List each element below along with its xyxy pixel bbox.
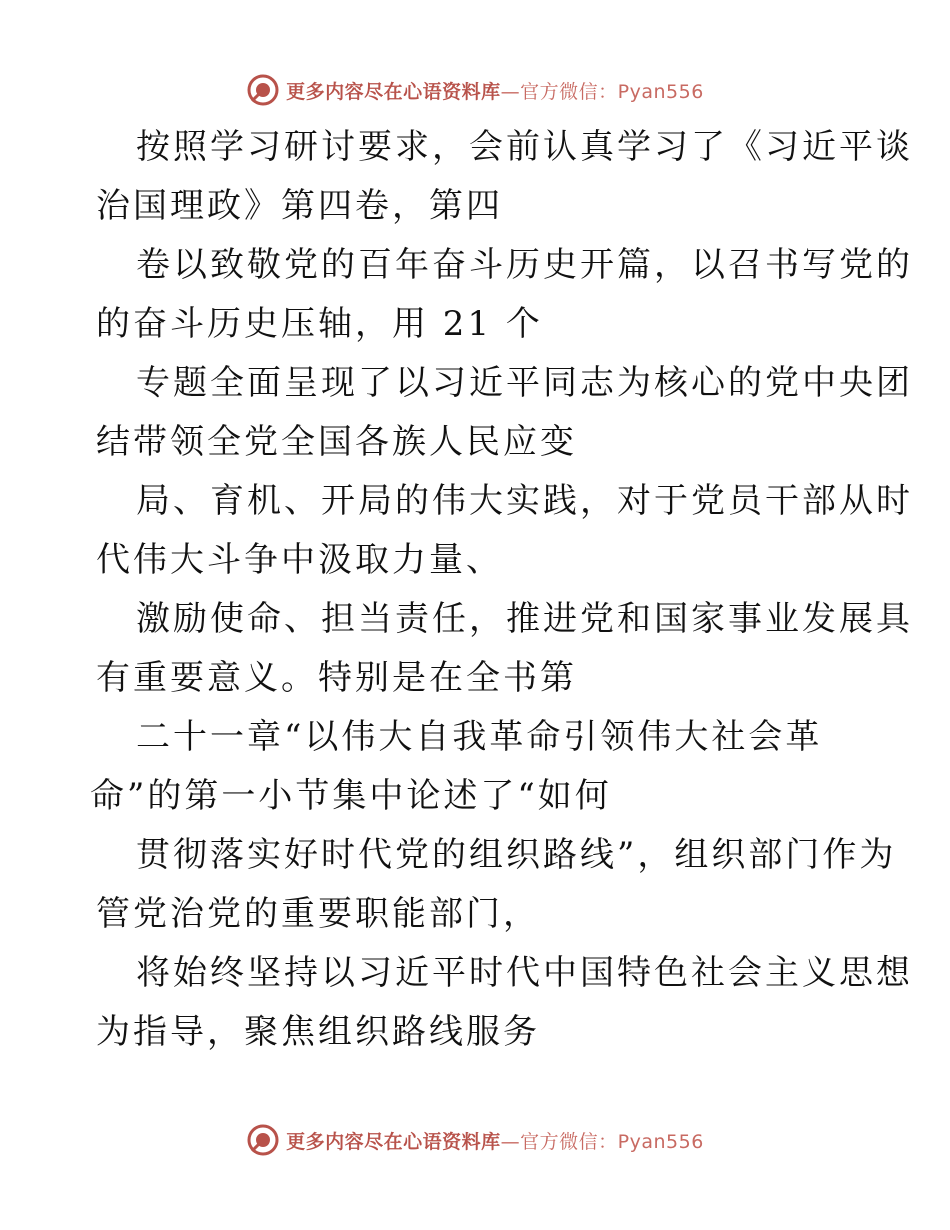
watermark-text: 更多内容尽在心语资料库—官方微信：Pyan556 <box>286 1130 704 1153</box>
document-body <box>90 118 913 1062</box>
paragraph <box>96 118 913 236</box>
watermark-text: 更多内容尽在心语资料库—官方微信：Pyan556 <box>286 80 704 103</box>
paragraph-line: 治国理政》第四卷，第四 <box>96 186 503 226</box>
paragraph-line: 管党治党的重要职能部门， <box>96 894 540 934</box>
paragraph-line: 二十一章“以伟大自我革命引领伟大社会革 <box>136 717 823 757</box>
paragraph <box>96 944 913 1062</box>
paragraph-line: 按照学习研讨要求，会前认真学习了《习近平谈 <box>136 127 913 167</box>
paragraph-line: 有重要意义。特别是在全书第 <box>96 658 577 698</box>
header-watermark <box>0 70 950 110</box>
paragraph <box>96 590 913 708</box>
paragraph <box>96 236 913 354</box>
paragraph-line: 贯彻落实好时代党的组织路线”，组织部门作为 <box>136 835 897 875</box>
watermark-logo-icon <box>246 73 280 107</box>
paragraph-line: 代伟大斗争中汲取力量、 <box>96 540 503 580</box>
paragraph <box>96 472 913 590</box>
paragraph-line: 命”的第一小节集中论述了“如何 <box>90 776 612 816</box>
paragraph-line: 为指导，聚焦组织路线服务 <box>96 1012 540 1052</box>
paragraph-line: 卷以致敬党的百年奋斗历史开篇，以召书写党的 <box>136 245 913 285</box>
paragraph-line: 激励使命、担当责任，推进党和国家事业发展具 <box>136 599 913 639</box>
paragraph-line: 专题全面呈现了以习近平同志为核心的党中央团 <box>136 363 913 403</box>
paragraph <box>90 708 866 826</box>
paragraph-line: 将始终坚持以习近平时代中国特色社会主义思想 <box>136 953 913 993</box>
paragraph <box>96 826 897 944</box>
paragraph-line: 的奋斗历史压轴，用 21 个 <box>96 304 543 344</box>
paragraph-line: 局、育机、开局的伟大实践，对于党员干部从时 <box>136 481 913 521</box>
paragraph <box>96 354 913 472</box>
watermark-logo-icon <box>246 1123 280 1157</box>
paragraph-line: 结带领全党全国各族人民应变 <box>96 422 577 462</box>
footer-watermark <box>0 1120 950 1160</box>
